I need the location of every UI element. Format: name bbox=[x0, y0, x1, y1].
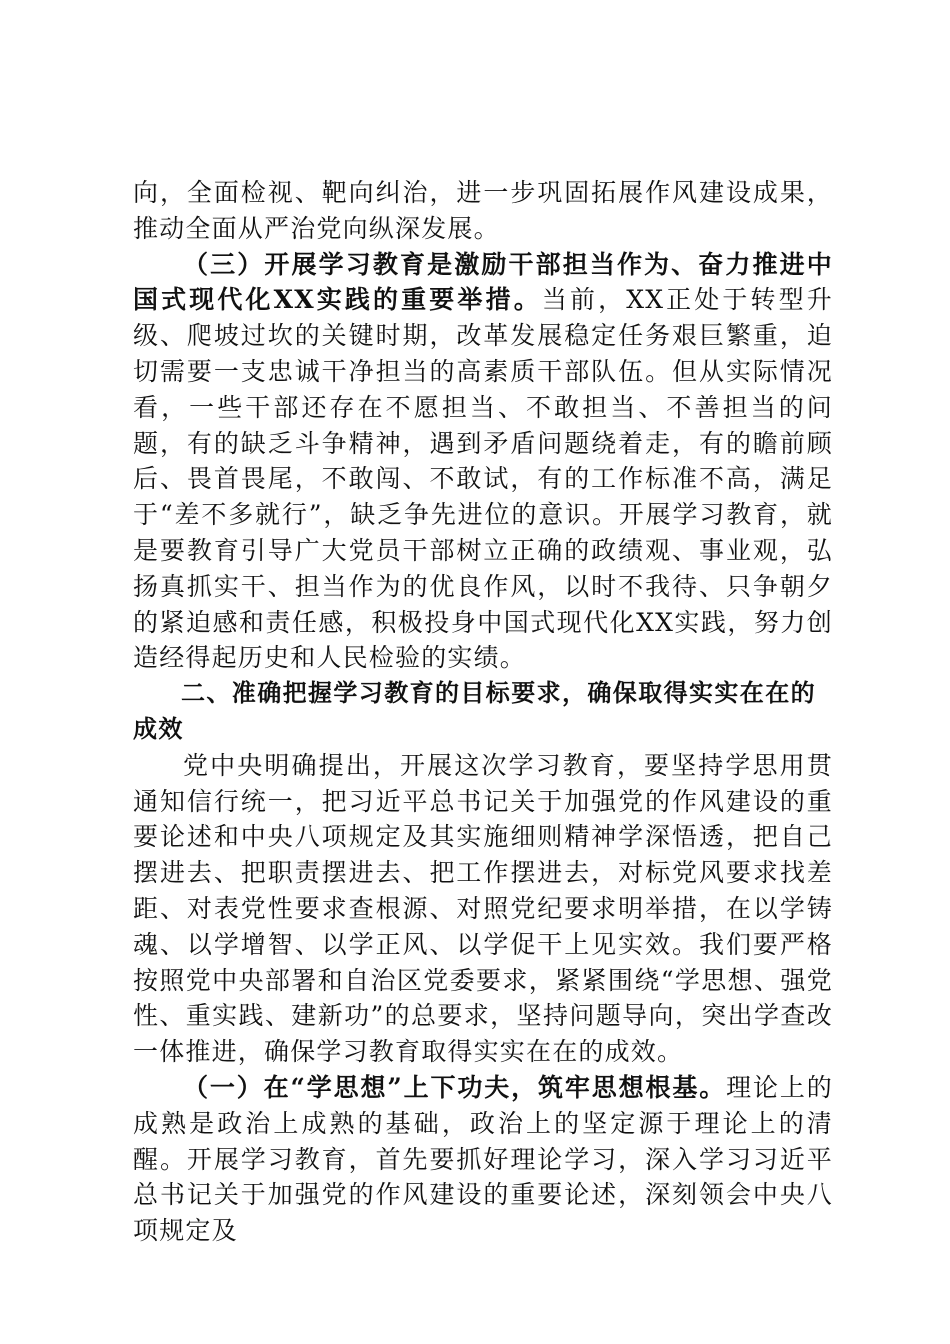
subsection-lead-3: （三）开展学习教育是激励干部担当作为、奋力推进中国式现代化XX实践的重要举措。 bbox=[133, 249, 833, 315]
paragraph-text: 向，全面检视、靶向纠治，进一步巩固拓展作风建设成果，推动全面从严治党向纵深发展。 bbox=[133, 178, 833, 243]
paragraph-section-2-intro bbox=[133, 748, 833, 1070]
paragraph-continuation bbox=[133, 175, 833, 247]
subsection-lead-1: （一）在“学思想”上下功夫，筑牢思想根基。 bbox=[183, 1072, 727, 1102]
paragraph-section-3 bbox=[133, 247, 833, 677]
paragraph-text: 当前，XX正处于转型升级、爬坡过坎的关键时期，改革发展稳定任务艰巨繁重，迫切需要一支忠诚干净担当的高素质干部队伍。但从实际情况看，一些干部还存在不愿担当、不敢担当、不善担当的问题，有的缺乏斗争精神，遇到矛盾问题绕着走，有的瞻前顾后、畏首畏尾，不敢闯、不敢试，有的工作标准不高，满足于“差不多就行”，缺乏争先进位的意识。开展学习教育，就是要教育引导广大党员干部树立正确的政绩观、事业观，弘扬真抓实干、担当作为的优良作风，以时不我待、只争朝夕的紧迫感和责任感，积极投身中国式现代化XX实践，努力创造经得起历史和人民检验的实绩。 bbox=[133, 285, 834, 673]
paragraph-text: 理论上的成熟是政治上成熟的基础，政治上的坚定源于理论上的清醒。开展学习教育，首先要抓好理论学习，深入学习习近平总书记关于加强党的作风建设的重要论述，深刻领会中央八项规定及 bbox=[133, 1072, 833, 1246]
paragraph-text: 党中央明确提出，开展这次学习教育，要坚持学思用贯通知信行统一，把习近平总书记关于加强党的作风建设的重要论述和中央八项规定及其实施细则精神学深悟透，把自己摆进去、把职责摆进去、把工作摆进去，对标党风要求找差距、对表党性要求查根源、对照党纪要求明举措，在以学铸魂、以学增智、以学正风、以学促干上见实效。我们要严格按照党中央部署和自治区党委要求，紧紧围绕“学思想、强党性、重实践、建新功”的总要求，坚持问题导向，突出学查改一体推进，确保学习教育取得实实在在的成效。 bbox=[133, 750, 833, 1067]
document-body bbox=[133, 175, 833, 1249]
paragraph-subsection-1 bbox=[133, 1070, 833, 1249]
section-heading-2: 二、准确把握学习教育的目标要求，确保取得实实在在的成效 bbox=[133, 679, 816, 743]
